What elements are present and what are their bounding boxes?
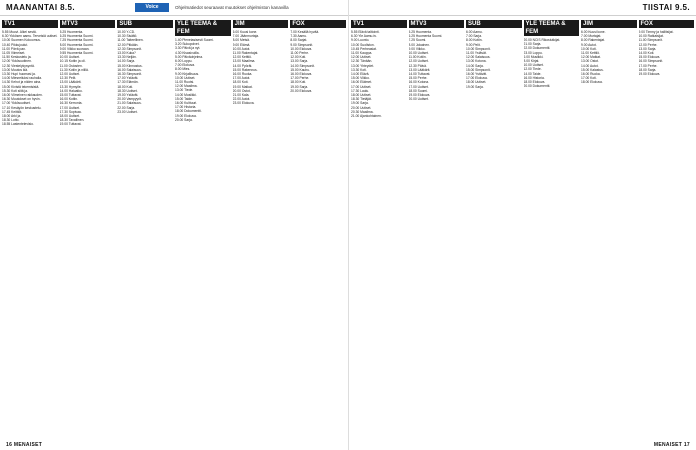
program-listing: 16.00 Viimeinen rakkauden. (2, 93, 43, 98)
program-listing: 12.30 Simpsonit. (117, 46, 142, 51)
program-listing: 10.00 Suomen Kokoomus. (2, 38, 41, 43)
channel-header: FOX (639, 20, 695, 28)
program-listing: 19.00 Ystävät. (117, 93, 139, 98)
program-listing: 12.00 Perhe. (638, 42, 658, 47)
channel-header: FOX (290, 20, 346, 28)
program-listing: 11.00 Keittiö. (581, 51, 601, 56)
program-listing: 12.30 Päivä. (408, 63, 427, 68)
program-listing: 21.00 Salaisuus. (117, 101, 142, 106)
program-listing: 19.00 Matkat. (232, 84, 253, 89)
program-listing: 7.00 Jäänmurtaja. (232, 34, 260, 39)
program-listing: 8.00 Jokainen. (408, 42, 430, 47)
program-listing: 8.00 Metsä. (232, 38, 250, 43)
program-listing: 17.00 Autot. (232, 76, 251, 81)
channel-header: TV1 (351, 20, 407, 28)
program-listing: 13.00 Maailma. (232, 59, 256, 64)
program-listing: 14.00 Sarja. (466, 63, 484, 68)
program-listing: 10.30 Sisältö. (117, 34, 138, 39)
program-listing: 7.00 Sarja. (466, 34, 482, 39)
program-listing: 8.00 Sarjat. (290, 38, 308, 43)
program-listing: 18.00 Koti. (232, 80, 249, 85)
program-listing: 14.30 Kehot ja niiden aina. (2, 80, 42, 85)
channel-header: SUB (117, 20, 173, 28)
program-listing: 17.00 Perhe. (638, 63, 658, 68)
channel-column (409, 18, 465, 438)
program-listing: 12.00 Uutiset. (351, 55, 372, 60)
program-listing: 10.15 Kotiin ja oli. (59, 59, 86, 64)
channel-header: TV1 (2, 20, 58, 28)
program-listing: 11.00 Simpsonit. (638, 38, 663, 43)
program-listing: 17.00 Perhe. (290, 76, 310, 81)
channel-column (290, 18, 346, 438)
program-listing: 22.00 Sarja. (117, 105, 136, 110)
program-listing: 14.00 Simpsonit. (290, 63, 315, 68)
program-listing: 15.00 Kalastus. (581, 67, 604, 72)
program-listing: 18.30 Tietäjät. (351, 97, 372, 102)
program-listing: 9.55 Huomenta Suomi. (59, 51, 94, 56)
program-listing: 10.00 Autot. (232, 46, 251, 51)
program-listing: 15.00 Taide. (175, 96, 193, 101)
program-listing: 11.00 Perhe. (290, 51, 309, 56)
program-listing: 6.25 Huomenta Suomi. (59, 34, 94, 39)
program-listing: 11.00 Ruotsi. (175, 80, 195, 85)
program-listing: 22.00 Autot. (232, 97, 251, 102)
channel-header: JIM (581, 20, 637, 28)
program-listing: 9.00 Pelit. (466, 42, 481, 47)
right-footer (349, 440, 696, 450)
program-listing: 16.00 Ystävät. (466, 72, 488, 77)
program-listing: 13.00 Yhteydet. (351, 63, 375, 68)
left-footer-label: 16 MENAISET (6, 442, 43, 448)
program-listing: 10.00 Simpsonit. (466, 46, 491, 51)
program-listing: 16.00 Simpsonit. (638, 59, 664, 64)
program-listing: 16.00 Ruoka. (232, 72, 253, 77)
channel-header: SUB (466, 20, 522, 28)
program-listing: 16.00 Elokuva. (290, 72, 313, 77)
program-listing: 13.00 Tiede. (175, 88, 194, 93)
program-listing: 18.00 Koti. (290, 80, 307, 85)
channel-column (524, 18, 580, 438)
program-listing: 12.00 Uutiset. (59, 72, 80, 77)
program-listing: 10.40 Pikkujoulut. (2, 42, 29, 47)
program-listing: 19.00 Elokuva. (408, 93, 431, 98)
program-listing: 14.00 Koti. (638, 51, 655, 56)
program-listing: 1.40 Pienetasisesti Suomi. (175, 38, 214, 42)
program-listing: 21.00 Ajankohtainen. (351, 114, 382, 119)
program-listing: 5.25 Huomenta. (408, 30, 432, 34)
program-listing: 6.30 Yle Aamu-tv. (351, 34, 377, 39)
program-listing: 5.55 Muovi. Alkei sestä. (2, 30, 37, 34)
program-listing: 7.30 Aamu. (290, 34, 308, 39)
program-listing: 13.00 Ostot. (581, 59, 599, 64)
program-listing: 13.30 Hupi huomasi ja. (2, 72, 36, 77)
program-listing: 7.25 Huomenta Suomi. (59, 38, 94, 43)
program-listing: 14.00 Elävä. (351, 72, 370, 77)
program-listing: 19.00 Sarja. (351, 101, 369, 106)
left-page-title: MAANANTAI 8.5. (6, 3, 76, 12)
program-listing: 11.00 Ostosten. (59, 63, 83, 68)
program-listing: 14.00 Autot. (581, 63, 599, 68)
program-listing: 11.00 Taiteellinen. (117, 38, 144, 43)
program-listing: 16.00 Historia. (523, 75, 545, 80)
program-listing: 17.00 Uutiset. (408, 84, 429, 89)
program-listing: 23.00 Uutiset. (117, 109, 138, 114)
channel-column (639, 18, 695, 438)
channel-column (581, 18, 637, 438)
program-listing: 20.00 Ostot. (232, 88, 251, 93)
program-listing: 18.00 Elokuva. (581, 80, 603, 85)
program-listing: 10.00 Y-CD. (117, 30, 136, 34)
program-listing: 20.30 Maailma. (351, 109, 374, 114)
program-listing: 9.00 Elämä. (232, 42, 251, 47)
program-listing: 21.00 Kala. (232, 93, 250, 98)
program-listing: 9.00 Kirjallisuus. (175, 71, 200, 76)
program-listing: 18.30 Lotto. (2, 118, 20, 123)
program-listing: 18.00 Suomi. (408, 88, 428, 93)
program-listing: 17.30 Elämän. (117, 80, 139, 85)
right-footer-label: MENAISET 17 (653, 442, 690, 448)
program-listing: 14.00 Haluatko. (59, 88, 83, 93)
program-listing: 13.00 Lääkärit. (59, 80, 82, 85)
program-listing: 16.30 Simpsonit. (117, 72, 142, 77)
channel-column (117, 18, 173, 438)
program-listing: 19.00 Elokuva. (175, 113, 197, 118)
program-listing: 18.00 Uutiset. (351, 93, 372, 98)
program-listing: 10.00 Elokuva. (290, 46, 313, 51)
program-listing: 13.00 Sarja. (638, 46, 657, 51)
program-listing: 10.00 Koti. (581, 46, 597, 51)
program-listing: 10.00 Uutiset. (175, 75, 196, 80)
program-listing: 15.30 Koti siitä ja. (2, 88, 29, 93)
program-listing: 15.00 Kivistä tekemisistä. (2, 84, 40, 89)
program-listing: 8.00 Mies. (175, 67, 191, 72)
program-listing: 16.30 Kerronta. (59, 101, 83, 106)
program-listing: 12.00 Keittiö. (232, 55, 252, 60)
program-listing: 7.25 Suomi. (408, 38, 427, 43)
program-listing: 11.00 Kotiin. (408, 55, 427, 60)
program-listing: 15.00 Rakennus. (232, 67, 258, 72)
program-listing: 12.00 Koti. (290, 55, 307, 60)
program-listing: 20.00 Elokuva. (290, 88, 313, 93)
channel-column (233, 18, 289, 438)
program-listing: 12.00 Uutiset. (408, 59, 429, 64)
program-listing: 12.00 Maailma. (175, 84, 198, 89)
program-listing: 12.30 Tänään. (351, 59, 373, 64)
program-listing: 10.00 Suoliston. (351, 42, 375, 47)
program-listing: 17.00 Elokuva. (466, 76, 488, 81)
program-listing: 9.00 Luonto. (351, 38, 370, 43)
program-listing: 13.30 Neljän. (117, 55, 137, 60)
program-listing: 20.00 Uutiset. (408, 97, 429, 102)
program-listing: 16.00 Ruoka. (581, 72, 601, 77)
channel-column (466, 18, 522, 438)
left-header (0, 0, 348, 16)
program-listing: 3.30 Päivä ja nyt. (175, 46, 201, 51)
program-listing: 6.25 Huomenta Suomi. (408, 34, 443, 39)
program-listing: 7.00 Kesällä hyvää. (290, 30, 320, 34)
program-listing: 16.00 Kotiin. (59, 97, 78, 102)
program-listing: 21.00 Sarja. (523, 42, 542, 47)
program-listing: 12.00 Matkat. (581, 55, 601, 60)
program-listing: 13.00 Sarja. (290, 59, 309, 64)
program-listing: 6.00 Aamu. (466, 30, 483, 34)
program-listing: 23.00 Loppu. (523, 50, 543, 55)
program-listing: 16.00 Kotona. (408, 80, 430, 85)
channel-column (175, 18, 231, 438)
program-listing: 10.00 Ratkaisijat. (638, 34, 664, 39)
program-listing: 18.30 Uutiset. (117, 88, 138, 93)
program-listing: 11.00 Kauppa. (351, 51, 373, 56)
program-listing: 8.00 Huomenta Suomi. (59, 42, 94, 47)
header-tagline: Ohjelmatiedot seuraavat muutokset ohjelmiston kanavilla (175, 5, 289, 10)
program-listing: 13.00 Lääkärit. (408, 67, 431, 72)
program-listing: 7.00 Murtajat. (581, 34, 602, 39)
program-listing: 15.00 Viikko. (351, 76, 370, 81)
program-listing: 18.00 Dokumentti. (175, 109, 202, 114)
program-listing: 13.00 Muutos ikä. (2, 67, 29, 72)
program-listing: 18.30 Tavallinen. (59, 118, 85, 123)
right-channel-columns (351, 18, 694, 438)
program-listing: 17.00 Uutiset. (351, 84, 372, 89)
program-listing: 6.00 Kuusi kone. (581, 30, 606, 34)
program-listing: 9.00 Simpsonit. (290, 42, 314, 47)
program-listing: 17.00 Koti. (581, 76, 597, 81)
right-page (348, 0, 696, 450)
channel-column (351, 18, 407, 438)
program-listing: 20.00 Vampyyrit. (117, 97, 142, 102)
program-listing: 6.00 Kuusi kone. (232, 30, 258, 34)
program-listing: 19.00 Sarja. (466, 84, 484, 89)
program-listing: 14.00 Tuttavat. (408, 72, 431, 77)
program-listing: 17.30 Sopivaa. (59, 109, 82, 114)
program-listing: 5.00 Päiväohjelma. (175, 54, 204, 59)
voice-logo: Voice (135, 3, 169, 12)
program-listing: 4.30 Kisasivuilla. (175, 50, 200, 55)
right-page-title: TIISTAI 9.5. (642, 3, 690, 12)
program-listing: 14.00 Taide. (523, 71, 542, 76)
program-listing: 6.00 Loppu. (175, 59, 193, 64)
program-listing: 5.25 Huomenta. (59, 30, 84, 34)
program-listing: 11.05 Viimeiset. (2, 51, 26, 56)
program-listing: 14.00 Musiikki. (175, 92, 197, 97)
program-listing: 9.00 Autot. (581, 42, 597, 47)
channel-column (60, 18, 116, 438)
program-listing: 11.00 Ystävät. (466, 51, 487, 56)
program-listing: 17.10 Kesäyön keskustelu. (2, 105, 42, 110)
program-listing: 10.00 Uutiset. (59, 55, 80, 60)
left-channel-columns (2, 18, 346, 438)
program-listing: 8.00 Rakentajat. (581, 38, 606, 43)
program-listing: 15.00 Kauhu. (290, 67, 310, 72)
program-listing: 9.00 Viikko suoraan. (59, 46, 90, 51)
program-listing: 13.30 Hymyile. (59, 84, 82, 89)
program-listing: 16.30 Muutokset on hyvin. (2, 97, 41, 102)
program-listing: 12.00 Pitkään. (117, 42, 139, 47)
right-header (349, 0, 696, 16)
program-listing: 18.00 Koti. (117, 84, 134, 89)
program-listing: 10.00 Uutiset. (408, 51, 429, 56)
program-listing: 6.00 Musiikki. (523, 54, 544, 59)
program-listing: 10.45 Perheasiat. (351, 46, 377, 51)
program-listing: 15.00 Perhe. (408, 76, 428, 81)
program-listing: 16.00 Kulttuuri. (175, 101, 198, 106)
program-listing: 5.55 Elävä taltiointi. (351, 30, 380, 34)
program-listing: 18.55 Lastentelevisio. (2, 122, 34, 127)
channel-header: YLE TEEMA & FEM (524, 20, 580, 36)
program-listing: 17.45 Keittiöt. (2, 109, 23, 114)
channel-header: JIM (233, 20, 289, 28)
program-listing: 18.00 Uutiset. (466, 80, 487, 85)
program-listing: 17.00 Ystävät. (117, 76, 139, 81)
program-listing: 14.00 Pyörät. (232, 63, 253, 68)
program-listing: 11.30 Kotiin ja niillä. (59, 67, 89, 72)
program-listing: 17.00 Historia. (175, 105, 197, 110)
program-listing: 10.00 Uutiset. (523, 63, 544, 68)
program-listing: 12.00 Salaisuus. (466, 55, 491, 60)
program-listing: 14.00 Miesreiluksi rauhalla. (2, 76, 42, 81)
program-listing: 19.00 Sarja. (290, 84, 309, 89)
program-listing: 19.00 Elokuva. (638, 72, 661, 77)
program-listing: 11.50 Keskustelu ja. (2, 55, 32, 60)
channel-header: YLE TEEMA & FEM (175, 20, 231, 36)
program-listing: 15.00 Simpsonit. (466, 67, 491, 72)
program-listing: 12.30 Viestelykysyntä. (2, 63, 35, 68)
program-listing: 22.00 Dokumentti. (523, 46, 551, 51)
program-listing: 20.00 NCIS Rikostutkijat. (523, 38, 561, 42)
program-listing: 17.00 Ykkösuutiset. (2, 101, 31, 106)
program-listing: 8.00 Kirjat. (523, 59, 540, 64)
program-listing: 18.00 Arki ja. (2, 114, 22, 119)
left-footer (0, 440, 348, 450)
program-listing: 16.00 Eläimet. (351, 80, 373, 85)
program-listing: 8.00 Kotiin. (466, 38, 483, 43)
program-listing: 20.00 Dokumentti. (523, 84, 551, 89)
program-listing: 15.00 Kiinnostus. (117, 63, 143, 68)
program-listing: 20.00 Sarja. (175, 117, 193, 122)
program-listing: 20.00 Uutiset. (351, 105, 372, 110)
program-listing: 13.00 Kuka? (117, 51, 136, 56)
program-listing: 18.00 Uutiset. (59, 114, 80, 119)
program-listing: 9.00 Viikko. (408, 46, 426, 51)
program-listing: 14.00 Sarja. (117, 59, 136, 64)
program-listing: 6.30 Ykkösen aamu. Terveisiä uutiset. (2, 34, 58, 39)
program-listing: 17.30 Laulu. (351, 88, 370, 93)
program-listing: 18.00 Sarja. (638, 67, 657, 72)
program-listing: 15.00 Elokuva. (638, 55, 661, 60)
program-listing: 16.00 Salaisuus. (117, 67, 142, 72)
program-listing: 13.00 Kotona. (466, 59, 487, 64)
program-listing: 13.30 Koti. (351, 67, 367, 72)
program-listing: 3.20 Sukupolvet. (175, 42, 200, 47)
program-listing: 12.00 Ykkösuutinen. (2, 59, 32, 64)
program-listing: 7.00 Elokuva. (175, 63, 195, 68)
channel-header: MTV3 (60, 20, 116, 28)
program-listing: 17.00 Uutiset. (59, 105, 80, 110)
program-listing: 19.00 Tuttavat. (59, 122, 82, 127)
program-listing: 18.00 Elokuva. (523, 80, 546, 85)
channel-column (2, 18, 58, 438)
channel-header: MTV3 (409, 20, 465, 28)
program-listing: 11.00 Piirrä pan. (2, 46, 26, 51)
program-listing: 11.00 Rakentajat. (232, 51, 259, 56)
program-listing: 12.30 Pelit. (59, 76, 77, 81)
program-listing: 12.00 Tiede. (523, 67, 542, 72)
program-listing: 15.00 Tuttavat. (59, 93, 82, 98)
program-listing: 23.00 Elokuva. (232, 101, 255, 106)
program-listing: 9.00 Timmy ja hallitsijat. (638, 30, 674, 34)
